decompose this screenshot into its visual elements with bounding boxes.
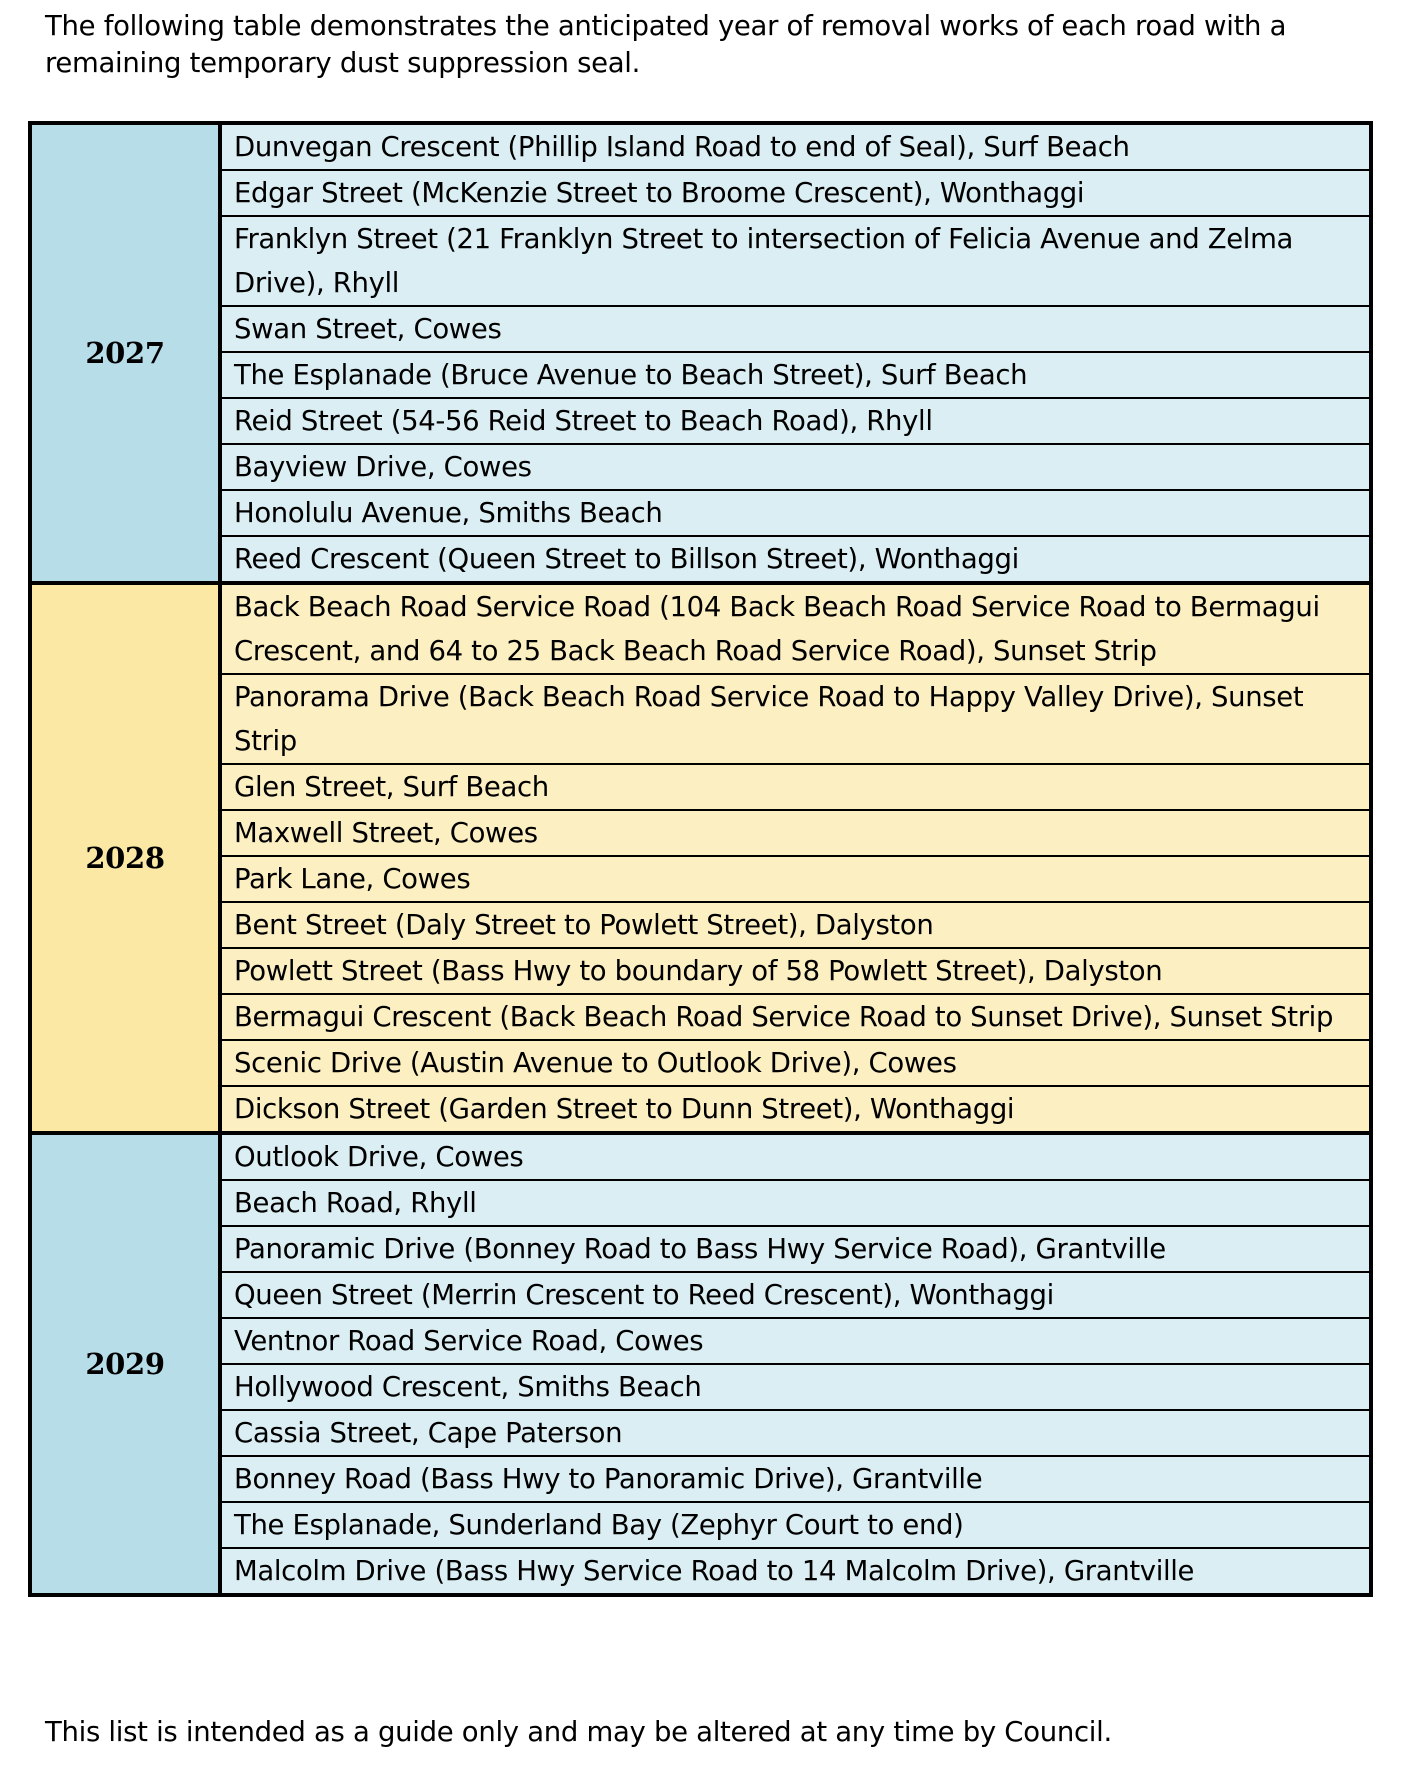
road-cell: Glen Street, Surf Beach — [220, 764, 1371, 810]
road-cell: Bonney Road (Bass Hwy to Panoramic Drive), Grantville — [220, 1456, 1371, 1502]
table-row — [30, 1548, 1371, 1595]
table-row — [30, 1086, 1371, 1133]
table-row — [30, 1180, 1371, 1226]
intro-text: The following table demonstrates the anticipated year of removal works of each road with a remaining temporary dust suppression seal. — [45, 10, 1287, 79]
table-row — [30, 948, 1371, 994]
table-row — [30, 123, 1371, 170]
road-cell: The Esplanade, Sunderland Bay (Zephyr Court to end) — [220, 1502, 1371, 1548]
road-cell: Reid Street (54-56 Reid Street to Beach Road), Rhyll — [220, 398, 1371, 444]
table-row — [30, 1272, 1371, 1318]
table-row — [30, 1502, 1371, 1548]
road-cell: Park Lane, Cowes — [220, 856, 1371, 902]
table-row — [30, 856, 1371, 902]
table-row — [30, 764, 1371, 810]
road-cell: Queen Street (Merrin Crescent to Reed Crescent), Wonthaggi — [220, 1272, 1371, 1318]
table-row — [30, 170, 1371, 216]
table-row — [30, 583, 1371, 674]
table-row — [30, 994, 1371, 1040]
table-row — [30, 444, 1371, 490]
table-row — [30, 1318, 1371, 1364]
road-cell: Edgar Street (McKenzie Street to Broome Crescent), Wonthaggi — [220, 170, 1371, 216]
table-row — [30, 1364, 1371, 1410]
year-cell: 2029 — [30, 1133, 220, 1595]
road-cell: Franklyn Street (21 Franklyn Street to intersection of Felicia Avenue and Zelma Drive), Rhyll — [220, 216, 1371, 306]
table-row — [30, 902, 1371, 948]
table-row — [30, 810, 1371, 856]
road-removal-schedule-table — [28, 121, 1373, 1597]
road-cell: Panorama Drive (Back Beach Road Service Road to Happy Valley Drive), Sunset Strip — [220, 674, 1371, 764]
road-cell: Bent Street (Daly Street to Powlett Street), Dalyston — [220, 902, 1371, 948]
road-cell: Beach Road, Rhyll — [220, 1180, 1371, 1226]
year-cell: 2027 — [30, 123, 220, 583]
table-row — [30, 1226, 1371, 1272]
road-cell: Bermagui Crescent (Back Beach Road Service Road to Sunset Drive), Sunset Strip — [220, 994, 1371, 1040]
road-cell: Dickson Street (Garden Street to Dunn Street), Wonthaggi — [220, 1086, 1371, 1133]
table-row — [30, 398, 1371, 444]
road-cell: The Esplanade (Bruce Avenue to Beach Street), Surf Beach — [220, 352, 1371, 398]
road-cell: Scenic Drive (Austin Avenue to Outlook Drive), Cowes — [220, 1040, 1371, 1086]
table-row — [30, 216, 1371, 306]
road-cell: Maxwell Street, Cowes — [220, 810, 1371, 856]
road-cell: Reed Crescent (Queen Street to Billson Street), Wonthaggi — [220, 536, 1371, 583]
road-cell: Swan Street, Cowes — [220, 306, 1371, 352]
footer-note: This list is intended as a guide only and may be altered at any time by Council. — [45, 1716, 1112, 1748]
table-row — [30, 1456, 1371, 1502]
road-cell: Dunvegan Crescent (Phillip Island Road to end of Seal), Surf Beach — [220, 123, 1371, 170]
table-row — [30, 1133, 1371, 1180]
road-cell: Malcolm Drive (Bass Hwy Service Road to 14 Malcolm Drive), Grantville — [220, 1548, 1371, 1595]
road-cell: Outlook Drive, Cowes — [220, 1133, 1371, 1180]
road-cell: Hollywood Crescent, Smiths Beach — [220, 1364, 1371, 1410]
table-row — [30, 306, 1371, 352]
table-row — [30, 490, 1371, 536]
table-row — [30, 536, 1371, 583]
table-row — [30, 352, 1371, 398]
road-cell: Honolulu Avenue, Smiths Beach — [220, 490, 1371, 536]
road-cell: Panoramic Drive (Bonney Road to Bass Hwy Service Road), Grantville — [220, 1226, 1371, 1272]
road-cell: Bayview Drive, Cowes — [220, 444, 1371, 490]
table-row — [30, 1040, 1371, 1086]
road-cell: Cassia Street, Cape Paterson — [220, 1410, 1371, 1456]
road-cell: Back Beach Road Service Road (104 Back Beach Road Service Road to Bermagui Crescent, and 64 to 25 Back Beach Road Service Road), Sunset Strip — [220, 583, 1371, 674]
table-row — [30, 674, 1371, 764]
year-cell: 2028 — [30, 583, 220, 1133]
road-cell: Ventnor Road Service Road, Cowes — [220, 1318, 1371, 1364]
road-cell: Powlett Street (Bass Hwy to boundary of 58 Powlett Street), Dalyston — [220, 948, 1371, 994]
table-row — [30, 1410, 1371, 1456]
table-body — [30, 123, 1371, 1595]
